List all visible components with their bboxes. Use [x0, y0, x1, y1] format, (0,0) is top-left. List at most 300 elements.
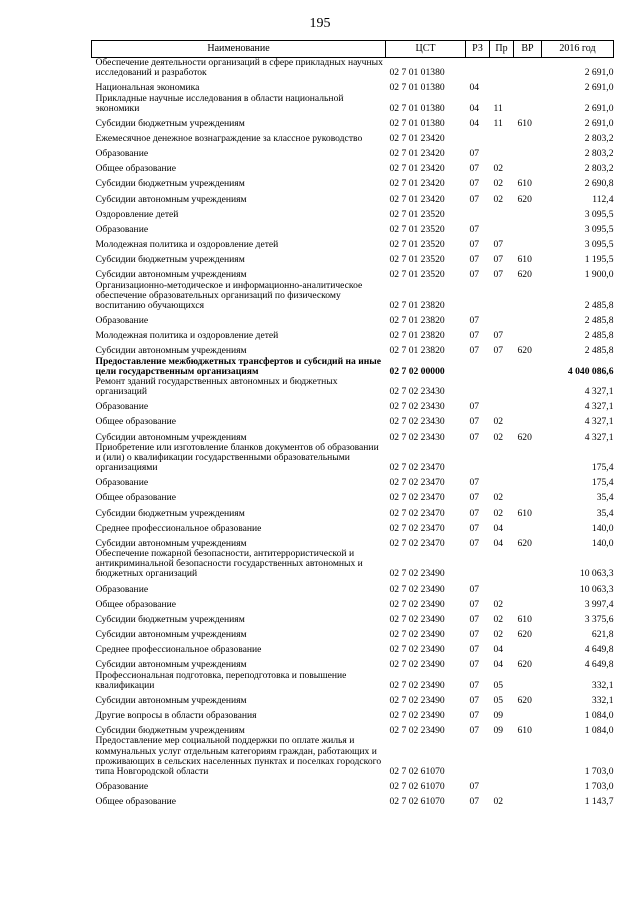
row-name: Организационно-методическое и информационно-аналитическое обеспечение образовательных организаций по физическому воспитанию обучающихся: [95, 279, 363, 311]
row-name: Субсидии автономным учреждениям: [95, 269, 247, 281]
row-code: 02 7 02 00000: [389, 365, 445, 377]
row-amount: 140,0: [591, 522, 614, 534]
header-amount: 2016 год: [542, 41, 614, 58]
row-amount: 621,8: [591, 629, 614, 641]
row-code: 02 7 01 23520: [389, 223, 445, 235]
row-rz: 07: [469, 522, 480, 534]
table-row: [92, 428, 614, 443]
table-row: [92, 549, 614, 580]
row-vr: [514, 58, 542, 79]
row-name: Субсидии бюджетным учреждениям: [95, 507, 245, 519]
row-name: Субсидии бюджетным учреждениям: [95, 117, 245, 129]
table-row: [92, 721, 614, 736]
table-row: [92, 504, 614, 519]
row-code: 02 7 02 23490: [389, 710, 445, 722]
row-pr: [490, 777, 514, 792]
row-name: Общее образование: [95, 492, 177, 504]
row-rz: 07: [469, 598, 480, 610]
row-amount: 4 327,1: [584, 431, 614, 443]
row-vr: 610: [517, 613, 532, 625]
row-code: 02 7 01 23420: [389, 178, 445, 190]
row-pr: [490, 473, 514, 488]
row-name: Образование: [95, 315, 149, 327]
row-name: Субсидии автономным учреждениям: [95, 431, 247, 443]
table-row: [92, 412, 614, 427]
row-name: Обеспечение пожарной безопасности, антитеррористической и антикриминальной безопасности государственных автономных и бюджетных организаций: [95, 548, 363, 580]
row-vr: 610: [517, 178, 532, 190]
row-name: Приобретение или изготовление бланков документов об образовании и (или) о квалификации государственными образовательными организациями: [95, 441, 379, 474]
row-vr: [514, 94, 542, 114]
table-row: [92, 473, 614, 488]
row-vr: [514, 580, 542, 595]
row-amount: 1 703,0: [584, 781, 614, 793]
row-amount: 1 703,0: [584, 765, 614, 777]
row-amount: 4 649,8: [584, 659, 614, 671]
row-pr: 02: [493, 796, 504, 808]
row-code: 02 7 02 23470: [389, 492, 445, 504]
row-vr: [514, 706, 542, 721]
row-name: Образование: [95, 477, 149, 489]
row-rz: 07: [469, 583, 480, 595]
row-vr: [514, 326, 542, 341]
row-rz: 07: [469, 781, 480, 793]
table-row: [92, 311, 614, 326]
row-vr: 620: [517, 659, 532, 671]
row-amount: 332,1: [591, 679, 614, 691]
row-rz: 07: [469, 416, 480, 428]
row-amount: 175,4: [591, 462, 614, 474]
row-rz: [466, 129, 490, 144]
row-vr: [514, 78, 542, 93]
row-amount: 2 485,8: [584, 330, 614, 342]
row-amount: 10 063,3: [579, 568, 614, 580]
row-code: 02 7 01 01380: [389, 67, 445, 79]
row-name: Субсидии автономным учреждениям: [95, 345, 247, 357]
table-row: [92, 519, 614, 534]
row-code: 02 7 02 23470: [389, 462, 445, 474]
row-code: 02 7 01 23820: [389, 315, 445, 327]
header-vr: ВР: [514, 41, 542, 58]
row-name: Общее образование: [95, 796, 177, 808]
row-pr: [490, 58, 514, 79]
row-code: 02 7 02 61070: [389, 796, 445, 808]
row-rz: [466, 205, 490, 220]
header-pr: Пр: [490, 41, 514, 58]
table-row: [92, 357, 614, 377]
row-amount: 4 040 086,6: [567, 365, 614, 377]
row-name: Общее образование: [95, 163, 177, 175]
row-code: 02 7 01 23820: [389, 330, 445, 342]
row-code: 02 7 01 23820: [389, 299, 445, 311]
row-vr: 620: [517, 269, 532, 281]
row-rz: [466, 377, 490, 397]
row-rz: 07: [469, 269, 480, 281]
row-vr: [514, 595, 542, 610]
row-code: 02 7 01 01380: [389, 102, 445, 114]
row-code: 02 7 02 23490: [389, 659, 445, 671]
row-pr: 07: [493, 254, 504, 266]
row-rz: 07: [469, 659, 480, 671]
row-pr: 02: [493, 163, 504, 175]
row-pr: [490, 311, 514, 326]
table-row: [92, 265, 614, 280]
row-vr: [514, 777, 542, 792]
row-code: 02 7 02 23490: [389, 613, 445, 625]
row-code: 02 7 02 23490: [389, 568, 445, 580]
row-amount: 2 485,8: [584, 299, 614, 311]
row-vr: [514, 792, 542, 807]
row-pr: 02: [493, 613, 504, 625]
table-row: [92, 534, 614, 549]
row-pr: [490, 443, 514, 474]
header-name: Наименование: [92, 41, 386, 58]
row-name: Обеспечение деятельности организаций в сфере прикладных научных исследований и разработок: [95, 57, 383, 79]
row-vr: [514, 671, 542, 691]
row-rz: 07: [469, 163, 480, 175]
row-rz: [466, 549, 490, 580]
row-name: Предоставление межбюджетных трансфертов и субсидий на иные цели государственным организациям: [95, 355, 382, 377]
table-row: [92, 736, 614, 777]
row-pr: 02: [493, 629, 504, 641]
row-amount: 2 691,0: [584, 82, 614, 94]
row-name: Среднее профессиональное образование: [95, 522, 262, 534]
row-code: 02 7 02 23470: [389, 537, 445, 549]
row-amount: 140,0: [591, 537, 614, 549]
row-amount: 4 327,1: [584, 386, 614, 398]
table-row: [92, 397, 614, 412]
row-rz: [466, 58, 490, 79]
row-code: 02 7 01 23820: [389, 345, 445, 357]
row-name: Субсидии бюджетным учреждениям: [95, 178, 245, 190]
row-pr: 04: [493, 644, 504, 656]
table-row: [92, 326, 614, 341]
row-pr: 02: [493, 178, 504, 190]
row-rz: 07: [469, 477, 480, 489]
row-rz: [466, 281, 490, 312]
row-code: 02 7 02 23430: [389, 416, 445, 428]
row-rz: 07: [469, 694, 480, 706]
row-amount: 1 084,0: [584, 725, 614, 737]
table-row: [92, 190, 614, 205]
row-name: Образование: [95, 583, 149, 595]
row-amount: 1 143,7: [584, 796, 614, 808]
row-code: 02 7 02 23430: [389, 431, 445, 443]
row-rz: [466, 736, 490, 777]
row-vr: [514, 357, 542, 377]
row-vr: [514, 311, 542, 326]
table-row: [92, 706, 614, 721]
table-row: [92, 58, 614, 79]
table-row: [92, 640, 614, 655]
row-amount: 3 095,5: [584, 239, 614, 251]
row-name: Национальная экономика: [95, 82, 200, 94]
row-name: Субсидии автономным учреждениям: [95, 659, 247, 671]
row-pr: [490, 281, 514, 312]
row-rz: 04: [469, 82, 480, 94]
row-pr: [490, 377, 514, 397]
row-vr: 610: [517, 725, 532, 737]
row-pr: 05: [493, 694, 504, 706]
row-rz: 07: [469, 644, 480, 656]
row-rz: 07: [469, 613, 480, 625]
row-vr: 620: [517, 431, 532, 443]
table-row: [92, 250, 614, 265]
header-rz: РЗ: [466, 41, 490, 58]
row-vr: [514, 519, 542, 534]
row-name: Субсидии бюджетным учреждениям: [95, 725, 245, 737]
row-code: 02 7 02 61070: [389, 781, 445, 793]
row-pr: 09: [493, 710, 504, 722]
row-vr: 610: [517, 254, 532, 266]
row-rz: 07: [469, 239, 480, 251]
row-pr: 04: [493, 659, 504, 671]
row-name: Субсидии автономным учреждениям: [95, 629, 247, 641]
row-name: Ежемесячное денежное вознаграждение за классное руководство: [95, 133, 363, 145]
row-name: Среднее профессиональное образование: [95, 644, 262, 656]
row-rz: 07: [469, 725, 480, 737]
row-amount: 2 803,2: [584, 148, 614, 160]
row-vr: [514, 489, 542, 504]
table-row: [92, 595, 614, 610]
row-name: Субсидии бюджетным учреждениям: [95, 613, 245, 625]
row-pr: 07: [493, 345, 504, 357]
row-code: 02 7 02 23490: [389, 725, 445, 737]
row-pr: 02: [493, 416, 504, 428]
row-amount: 2 485,8: [584, 345, 614, 357]
row-name: Общее образование: [95, 416, 177, 428]
row-rz: 07: [469, 796, 480, 808]
row-pr: 02: [493, 431, 504, 443]
table-row: [92, 377, 614, 397]
row-code: 02 7 01 23520: [389, 254, 445, 266]
row-pr: [490, 397, 514, 412]
row-pr: 07: [493, 330, 504, 342]
row-vr: [514, 473, 542, 488]
row-code: 02 7 01 23520: [389, 208, 445, 220]
row-rz: 07: [469, 315, 480, 327]
row-name: Субсидии автономным учреждениям: [95, 694, 247, 706]
row-rz: 04: [469, 117, 480, 129]
table-row: [92, 114, 614, 129]
row-vr: [514, 443, 542, 474]
row-pr: [490, 220, 514, 235]
row-pr: [490, 129, 514, 144]
row-name: Образование: [95, 781, 149, 793]
row-code: 02 7 01 23420: [389, 133, 445, 145]
table-row: [92, 443, 614, 474]
row-vr: [514, 377, 542, 397]
row-pr: [490, 736, 514, 777]
row-vr: 620: [517, 629, 532, 641]
row-code: 02 7 02 23430: [389, 386, 445, 398]
row-pr: [490, 78, 514, 93]
row-pr: 02: [493, 507, 504, 519]
row-pr: [490, 549, 514, 580]
row-code: 02 7 01 01380: [389, 82, 445, 94]
row-vr: [514, 736, 542, 777]
table-row: [92, 235, 614, 250]
row-pr: [490, 357, 514, 377]
row-vr: [514, 412, 542, 427]
row-amount: 1 195,5: [584, 254, 614, 266]
row-pr: 02: [493, 193, 504, 205]
row-name: Ремонт зданий государственных автономных и бюджетных организаций: [95, 375, 338, 398]
row-rz: 07: [469, 431, 480, 443]
row-amount: 2 803,2: [584, 133, 614, 145]
row-vr: 620: [517, 537, 532, 549]
row-code: 02 7 01 01380: [389, 117, 445, 129]
row-rz: 07: [469, 193, 480, 205]
row-name: Субсидии автономным учреждениям: [95, 193, 247, 205]
row-code: 02 7 02 23430: [389, 401, 445, 413]
table-body: [92, 58, 614, 808]
table-row: [92, 78, 614, 93]
row-code: 02 7 02 23490: [389, 629, 445, 641]
row-amount: 332,1: [591, 694, 614, 706]
row-name: Субсидии бюджетным учреждениям: [95, 254, 245, 266]
row-code: 02 7 02 23490: [389, 679, 445, 691]
row-pr: 07: [493, 269, 504, 281]
row-pr: 07: [493, 239, 504, 251]
row-vr: [514, 159, 542, 174]
row-amount: 4 327,1: [584, 401, 614, 413]
row-code: 02 7 02 23470: [389, 477, 445, 489]
row-vr: [514, 220, 542, 235]
row-vr: 620: [517, 694, 532, 706]
table-row: [92, 671, 614, 691]
row-pr: [490, 144, 514, 159]
row-amount: 2 485,8: [584, 315, 614, 327]
row-vr: 620: [517, 193, 532, 205]
row-amount: 112,4: [592, 193, 614, 205]
row-name: Образование: [95, 223, 149, 235]
table-row: [92, 144, 614, 159]
table-row: [92, 341, 614, 356]
row-pr: 02: [493, 598, 504, 610]
table-row: [92, 281, 614, 312]
header-code: ЦСТ: [386, 41, 466, 58]
row-vr: 620: [517, 345, 532, 357]
row-pr: 11: [493, 102, 503, 114]
row-vr: 610: [517, 507, 532, 519]
row-amount: 3 375,6: [584, 613, 614, 625]
table-row: [92, 159, 614, 174]
table-header-row: [92, 41, 614, 58]
row-rz: 07: [469, 254, 480, 266]
row-vr: [514, 549, 542, 580]
row-code: 02 7 02 23490: [389, 598, 445, 610]
row-amount: 10 063,3: [579, 583, 614, 595]
row-code: 02 7 02 23490: [389, 694, 445, 706]
table-row: [92, 175, 614, 190]
page-number: 195: [309, 16, 331, 31]
table-row: [92, 625, 614, 640]
row-vr: [514, 144, 542, 159]
table-row: [92, 691, 614, 706]
table-row: [92, 220, 614, 235]
table-row: [92, 610, 614, 625]
table-row: [92, 777, 614, 792]
row-code: 02 7 01 23420: [389, 193, 445, 205]
table-row: [92, 489, 614, 504]
row-amount: 2 691,0: [584, 102, 614, 114]
row-vr: [514, 397, 542, 412]
budget-table: [91, 40, 614, 807]
row-rz: 07: [469, 537, 480, 549]
row-pr: 09: [493, 725, 504, 737]
row-rz: 04: [469, 102, 480, 114]
row-code: 02 7 01 23520: [389, 269, 445, 281]
row-pr: [490, 205, 514, 220]
row-code: 02 7 02 23470: [389, 522, 445, 534]
row-pr: 11: [493, 117, 503, 129]
row-pr: 04: [493, 522, 504, 534]
row-rz: 07: [469, 401, 480, 413]
row-amount: 2 690,8: [584, 178, 614, 190]
table-row: [92, 129, 614, 144]
row-rz: [466, 443, 490, 474]
row-name: Молодежная политика и оздоровление детей: [95, 330, 279, 342]
row-amount: 3 095,5: [584, 223, 614, 235]
row-amount: 35,4: [596, 507, 614, 519]
row-amount: 2 691,0: [584, 117, 614, 129]
row-name: Образование: [95, 401, 149, 413]
row-name: Общее образование: [95, 598, 177, 610]
row-pr: 02: [493, 492, 504, 504]
row-rz: 07: [469, 330, 480, 342]
table-row: [92, 580, 614, 595]
table-row: [92, 205, 614, 220]
table-row: [92, 94, 614, 114]
row-vr: [514, 235, 542, 250]
row-name: Образование: [95, 148, 149, 160]
row-rz: 07: [469, 492, 480, 504]
row-name: Молодежная политика и оздоровление детей: [95, 239, 279, 251]
row-pr: [490, 580, 514, 595]
row-rz: 07: [469, 629, 480, 641]
row-code: 02 7 02 23490: [389, 644, 445, 656]
row-rz: 07: [469, 710, 480, 722]
row-name: Другие вопросы в области образования: [95, 710, 257, 722]
row-rz: 07: [469, 148, 480, 160]
row-code: 02 7 02 23470: [389, 507, 445, 519]
row-vr: [514, 640, 542, 655]
row-rz: 07: [469, 223, 480, 235]
row-code: 02 7 01 23420: [389, 148, 445, 160]
row-rz: 07: [469, 178, 480, 190]
row-vr: [514, 129, 542, 144]
row-rz: 07: [469, 345, 480, 357]
row-amount: 3 997,4: [584, 598, 614, 610]
row-name: Оздоровление детей: [95, 208, 179, 220]
row-code: 02 7 02 23490: [389, 583, 445, 595]
row-amount: 2 803,2: [584, 163, 614, 175]
row-vr: [514, 281, 542, 312]
row-pr: 05: [493, 679, 504, 691]
row-rz: 07: [469, 507, 480, 519]
table-row: [92, 655, 614, 670]
row-amount: 2 691,0: [584, 67, 614, 79]
row-amount: 4 327,1: [584, 416, 614, 428]
row-vr: 610: [517, 117, 532, 129]
row-name: Прикладные научные исследования в области национальной экономики: [95, 92, 344, 114]
row-name: Субсидии автономным учреждениям: [95, 537, 247, 549]
row-name: Профессиональная подготовка, переподготовка и повышение квалификации: [95, 669, 347, 691]
row-amount: 4 649,8: [584, 644, 614, 656]
row-name: Предоставление мер социальной поддержки по оплате жилья и коммунальных услуг отдельным категориям граждан, работающих и проживающих в сельских населенных пунктах и поселках городского типа Новгородской области: [95, 735, 382, 777]
row-amount: 35,4: [596, 492, 614, 504]
row-amount: 175,4: [591, 477, 614, 489]
